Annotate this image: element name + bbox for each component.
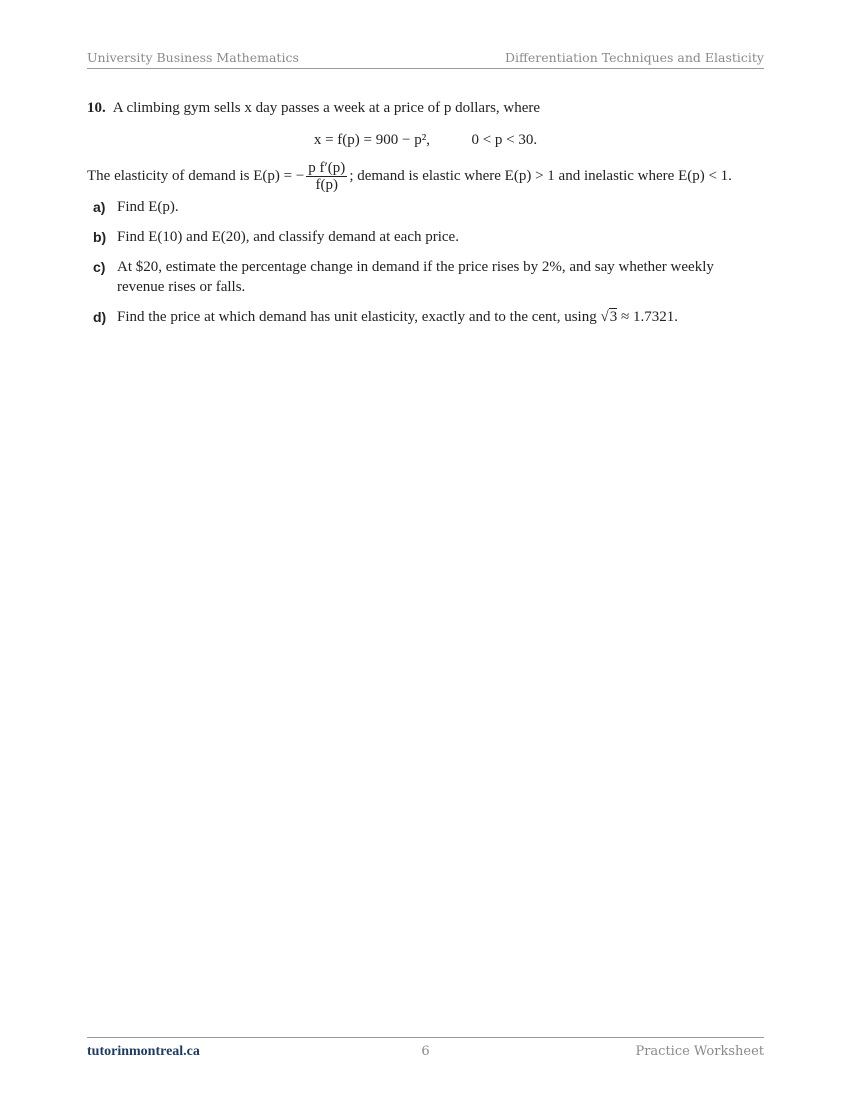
part-text: At $20, estimate the percentage change in demand if the price rises by 2%, and say whether weekly revenue rises or falls. — [117, 259, 714, 295]
problem-intro-text: A climbing gym sells x day passes a week at a price of p dollars, where — [112, 100, 541, 116]
part-label: a) — [93, 199, 106, 215]
demand-equation — [87, 130, 764, 150]
part-text: Find E(10) and E(20), and classify demand at each price. — [117, 229, 459, 245]
footer-label: Practice Worksheet — [635, 1044, 764, 1059]
elasticity-denominator: f(p) — [315, 177, 339, 193]
elasticity-tail: ; demand is elastic where E(p) > 1 and inelastic where E(p) < 1. — [349, 167, 732, 184]
problem-parts — [87, 197, 764, 327]
page-number: 6 — [421, 1044, 430, 1059]
elasticity-fraction — [306, 160, 347, 193]
square-root: √3 — [600, 309, 618, 325]
part-label: b) — [93, 229, 107, 245]
part-a — [87, 197, 764, 217]
part-text: Find E(p). — [117, 199, 179, 215]
part-d — [87, 307, 764, 327]
elasticity-lead: The elasticity of demand is E(p) = − — [87, 167, 305, 184]
footer-site-link[interactable]: tutorinmontreal.ca — [87, 1044, 200, 1059]
problem-block — [87, 98, 764, 337]
part-label: d) — [93, 309, 107, 325]
part-label: c) — [93, 259, 106, 275]
radicand: 3 — [609, 309, 618, 325]
problem-intro — [87, 98, 764, 118]
part-c — [87, 257, 764, 297]
part-text: Find the price at which demand has unit elasticity, exactly and to the cent, using — [117, 309, 601, 325]
header-section-title: Differentiation Techniques and Elasticity — [504, 50, 764, 65]
elasticity-definition — [87, 160, 764, 193]
demand-function: x = f(p) = 900 − p², — [313, 132, 430, 148]
elasticity-numerator: p f′(p) — [308, 160, 346, 176]
price-domain: 0 < p < 30. — [471, 132, 538, 148]
header-course-title: University Business Mathematics — [87, 50, 299, 65]
part-text-after: ≈ 1.7321. — [617, 309, 678, 325]
part-b — [87, 227, 764, 247]
page-footer — [87, 1037, 764, 1060]
page-header — [87, 50, 764, 69]
problem-number: 10. — [87, 100, 106, 116]
